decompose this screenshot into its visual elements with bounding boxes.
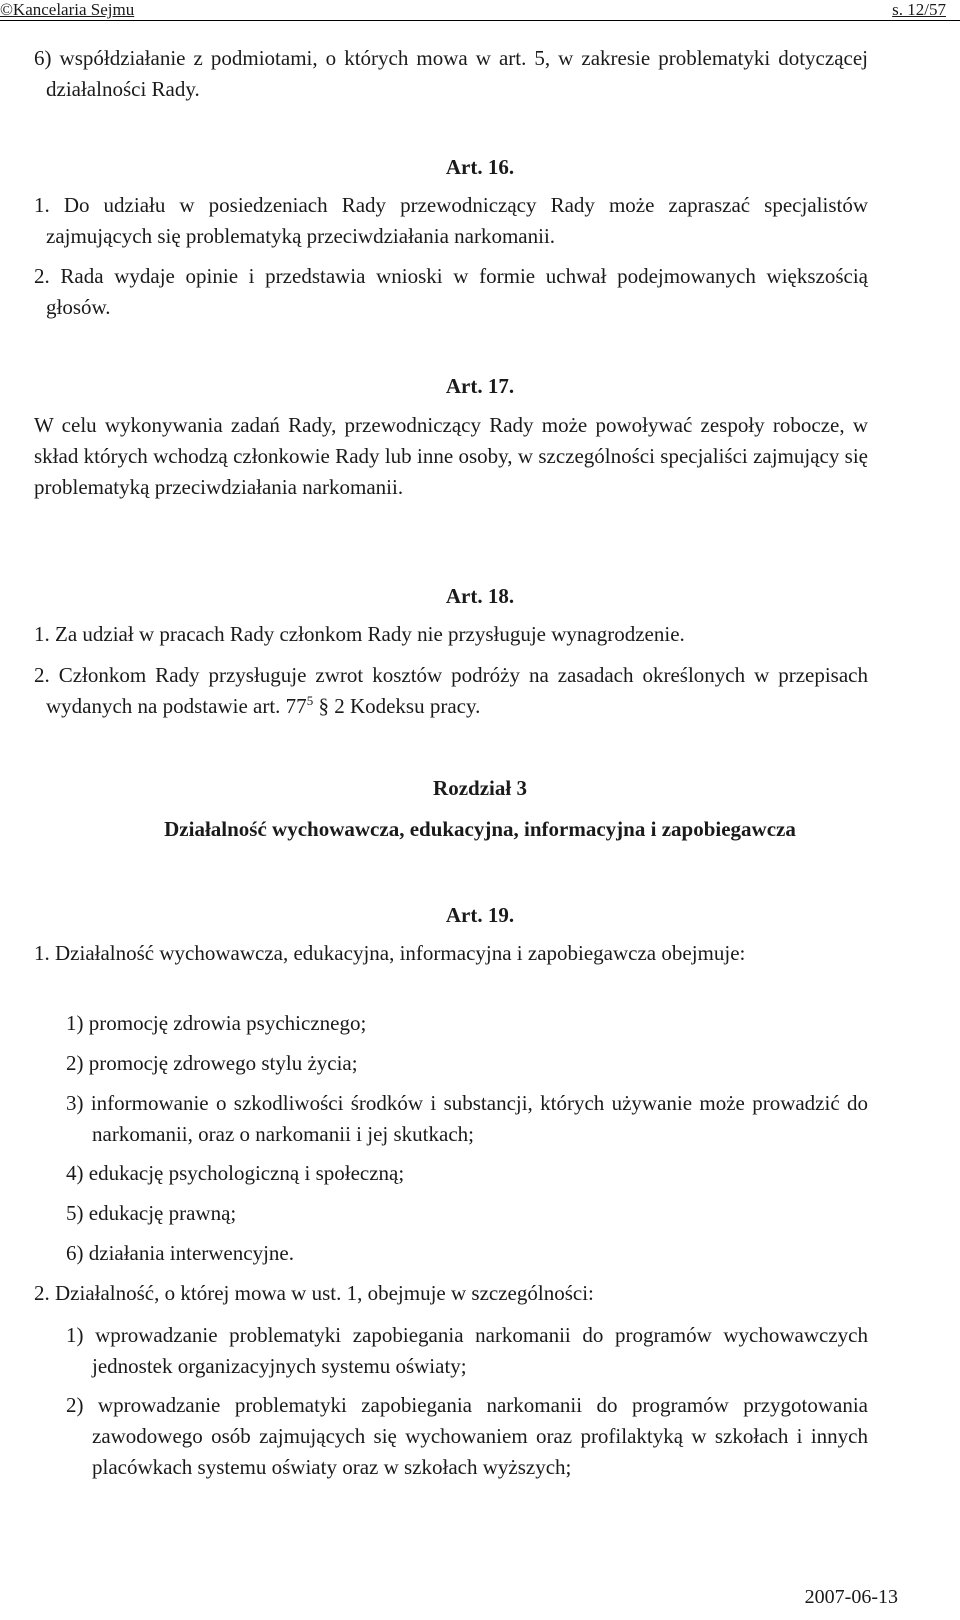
article-19-heading: Art. 19.: [445, 903, 515, 927]
article-19-para-2: 2. Działalność, o której mowa w ust. 1, obejmuje w szczególności:: [34, 1281, 594, 1305]
footer-date: 2007-06-13: [804, 1586, 898, 1608]
article-18-para-2-text: 2. Członkom Rady przysługuje zwrot kosztów podróży na zasadach określonych w przepisach wydanych na podstawie art. 77: [34, 663, 868, 718]
page-number[interactable]: s. 12/57: [892, 0, 946, 19]
article-17-text: W celu wykonywania zadań Rady, przewodniczący Rady może powoływać zespoły robocze, w skład których wchodzą członkowie Rady lub inne osoby, w szczególności specjaliści zajmujący się problematyką przeciwdziałania narkomanii.: [34, 413, 868, 499]
list-item: 3) informowanie o szkodliwości środków i substancji, których używanie może prowadzić do narkomanii, oraz o narkomanii i jej skutkach;: [66, 1091, 868, 1146]
list-item: 6) działania interwencyjne.: [66, 1241, 294, 1265]
article-16-para-2: 2. Rada wydaje opinie i przedstawia wnioski w formie uchwał podejmowanych większością głosów.: [34, 264, 868, 319]
list-item: 1) wprowadzanie problematyki zapobiegania narkomanii do programów wychowawczych jednostek organizacyjnych systemu oświaty;: [66, 1323, 868, 1378]
copyright-link[interactable]: ©Kancelaria Sejmu: [0, 0, 135, 19]
list-item: 5) edukację prawną;: [66, 1201, 237, 1225]
chapter-heading: Rozdział 3: [433, 776, 527, 800]
article-18-superscript: 5: [306, 693, 314, 708]
list-item: 1) promocję zdrowia psychicznego;: [66, 1011, 367, 1035]
item-6: 6) współdziałanie z podmiotami, o których mowa w art. 5, w zakresie problematyki dotyczącej działalności Rady.: [34, 46, 868, 101]
article-18-para-2-end: § 2 Kodeksu pracy.: [313, 694, 481, 718]
list-item: 4) edukację psychologiczną i społeczną;: [66, 1161, 405, 1185]
list-item: 2) promocję zdrowego stylu życia;: [66, 1051, 358, 1075]
chapter-title: Działalność wychowawcza, edukacyjna, informacyjna i zapobiegawcza: [164, 817, 796, 841]
article-16-para-1: 1. Do udziału w posiedzeniach Rady przewodniczący Rady może zapraszać specjalistów zajmujących się problematyką przeciwdziałania narkomanii.: [34, 193, 868, 248]
header-divider: [0, 20, 960, 21]
article-16-heading: Art. 16.: [445, 155, 515, 179]
article-19-para-1: 1. Działalność wychowawcza, edukacyjna, informacyjna i zapobiegawcza obejmuje:: [34, 941, 746, 965]
article-17-heading: Art. 17.: [445, 374, 515, 398]
article-18-para-2: [34, 660, 868, 722]
article-18-para-1: 1. Za udział w pracach Rady członkom Rady nie przysługuje wynagrodzenie.: [34, 622, 685, 646]
page-header: [0, 0, 960, 22]
article-18-heading: Art. 18.: [445, 584, 515, 608]
list-item: 2) wprowadzanie problematyki zapobiegania narkomanii do programów przygotowania zawodowego osób zajmujących się wychowaniem oraz profilaktyką w szkołach i innych placówkach systemu oświaty oraz w szkołach wyższych;: [66, 1393, 868, 1479]
